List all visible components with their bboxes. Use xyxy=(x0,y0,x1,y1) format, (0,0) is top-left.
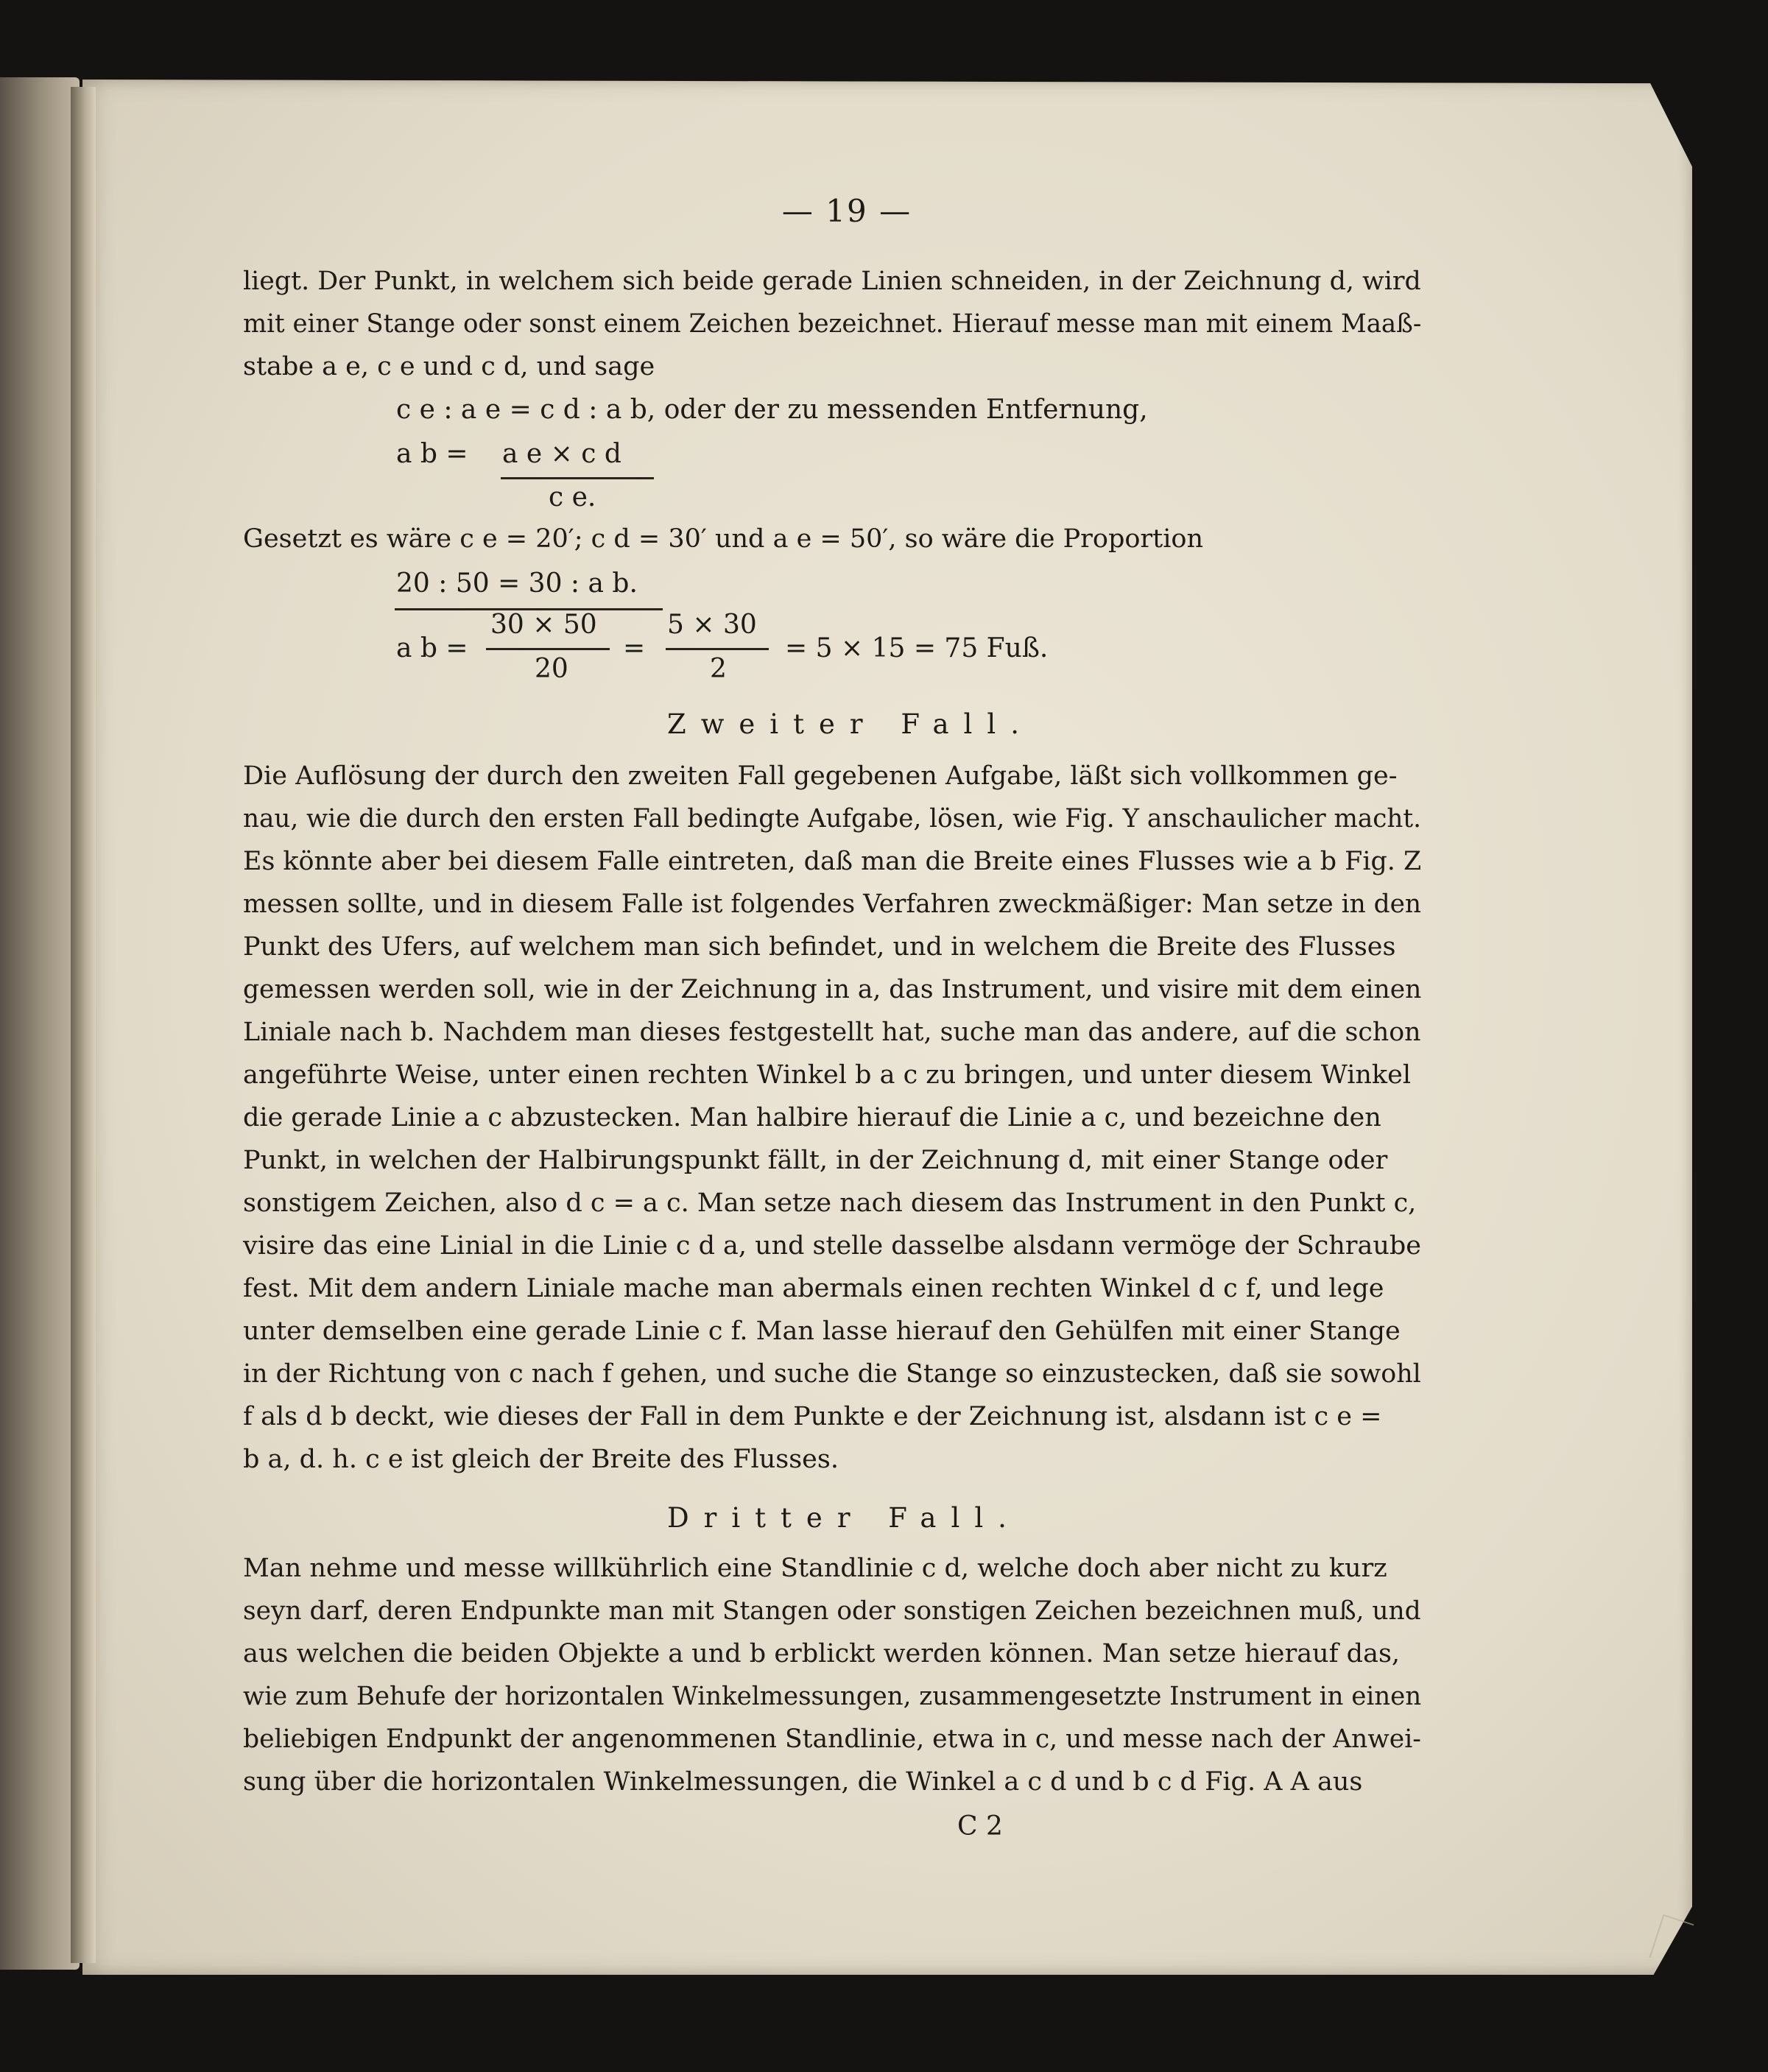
formula-result: = 5 × 15 = 75 Fuß. xyxy=(785,633,1049,663)
left-page-edge xyxy=(0,77,80,1970)
fraction-bar xyxy=(501,477,654,479)
section-heading: Zweiter Fall. xyxy=(667,708,1034,740)
formula-lhs: a b = xyxy=(396,439,468,469)
page-number: — 19 — xyxy=(781,193,912,229)
formula-numerator: a e × c d xyxy=(502,439,621,469)
fraction-bar xyxy=(486,648,610,650)
text-line: gemessen werden soll, wie in der Zeichnung in a, das Instrument, und visire mit dem einen xyxy=(243,975,1422,1004)
text-line: Man nehme und messe willkührlich eine Standlinie c d, welche doch aber nicht zu kurz xyxy=(243,1554,1387,1583)
formula-denominator: c e. xyxy=(549,482,596,512)
text-line: angeführte Weise, unter einen rechten Winkel b a c zu bringen, und unter diesem Winkel xyxy=(243,1060,1412,1090)
text-line: sung über die horizontalen Winkelmessungen, die Winkel a c d und b c d Fig. A A aus xyxy=(243,1767,1363,1797)
text-line: unter demselben eine gerade Linie c f. Man lasse hierauf den Gehülfen mit einer Stange xyxy=(243,1317,1401,1346)
text-line: b a, d. h. c e ist gleich der Breite des Flusses. xyxy=(243,1445,839,1474)
text-line: messen sollte, und in diesem Falle ist folgendes Verfahren zweckmäßiger: Man setze in den xyxy=(243,889,1422,919)
text-line: visire das eine Linial in die Linie c d a, und stelle dasselbe alsdann vermöge der Schraube xyxy=(243,1231,1421,1261)
formula-denominator: 20 xyxy=(535,654,568,684)
formula-numerator: 5 × 30 xyxy=(667,610,757,640)
proportion-formula: 20 : 50 = 30 : a b. xyxy=(396,568,638,599)
fraction-bar xyxy=(666,648,769,650)
text-line: Liniale nach b. Nachdem man dieses festgestellt hat, suche man das andere, auf die schon xyxy=(243,1018,1421,1047)
page-gutter xyxy=(71,87,96,1963)
text-line: Gesetzt es wäre c e = 20′; c d = 30′ und a e = 50′, so wäre die Proportion xyxy=(243,524,1204,554)
proportion-formula: c e : a e = c d : a b, oder der zu messenden Entfernung, xyxy=(396,395,1148,425)
text-line: in der Richtung von c nach f gehen, und suche die Stange so einzustecken, daß sie sowohl xyxy=(243,1359,1421,1389)
text-line: Es könnte aber bei diesem Falle eintreten, daß man die Breite eines Flusses wie a b Fig. Z xyxy=(243,847,1422,876)
text-line: sonstigem Zeichen, also d c = a c. Man setze nach diesem das Instrument in den Punkt c, xyxy=(243,1188,1417,1218)
formula-numerator: 30 × 50 xyxy=(490,610,597,640)
text-line: Die Auflösung der durch den zweiten Fall gegebenen Aufgabe, läßt sich vollkommen ge- xyxy=(243,761,1398,791)
text-line: aus welchen die beiden Objekte a und b erblickt werden können. Man setze hierauf das, xyxy=(243,1639,1401,1668)
text-line: mit einer Stange oder sonst einem Zeichen bezeichnet. Hierauf messe man mit einem Maaß- xyxy=(243,309,1422,339)
text-line: nau, wie die durch den ersten Fall bedingte Aufgabe, lösen, wie Fig. Y anschaulicher macht. xyxy=(243,804,1421,834)
signature-mark: C 2 xyxy=(957,1811,1003,1842)
text-line: wie zum Behufe der horizontalen Winkelmessungen, zusammengesetzte Instrument in einen xyxy=(243,1682,1422,1711)
text-line: seyn darf, deren Endpunkte man mit Stangen oder sonstigen Zeichen bezeichnen muß, und xyxy=(243,1596,1421,1626)
section-heading: Dritter Fall. xyxy=(667,1502,1021,1534)
text-line: liegt. Der Punkt, in welchem sich beide gerade Linien schneiden, in der Zeichnung d, wird xyxy=(243,267,1421,296)
text-line: fest. Mit dem andern Liniale mache man abermals einen rechten Winkel d c f, und lege xyxy=(243,1274,1384,1303)
text-line: stabe a e, c e und c d, und sage xyxy=(243,352,655,381)
formula-denominator: 2 xyxy=(710,654,727,684)
formula-equals: = xyxy=(623,633,646,663)
text-line: Punkt, in welchen der Halbirungspunkt fällt, in der Zeichnung d, mit einer Stange oder xyxy=(243,1146,1388,1175)
text-line: beliebigen Endpunkt der angenommenen Standlinie, etwa in c, und messe nach der Anwei- xyxy=(243,1724,1421,1754)
text-line: die gerade Linie a c abzustecken. Man halbire hierauf die Linie a c, und bezeichne den xyxy=(243,1103,1381,1132)
formula-lhs: a b = xyxy=(396,633,468,663)
text-line: f als d b deckt, wie dieses der Fall in dem Punkte e der Zeichnung ist, alsdann ist c e = xyxy=(243,1402,1382,1431)
text-line: Punkt des Ufers, auf welchem man sich befindet, und in welchem die Breite des Flusses xyxy=(243,932,1396,962)
